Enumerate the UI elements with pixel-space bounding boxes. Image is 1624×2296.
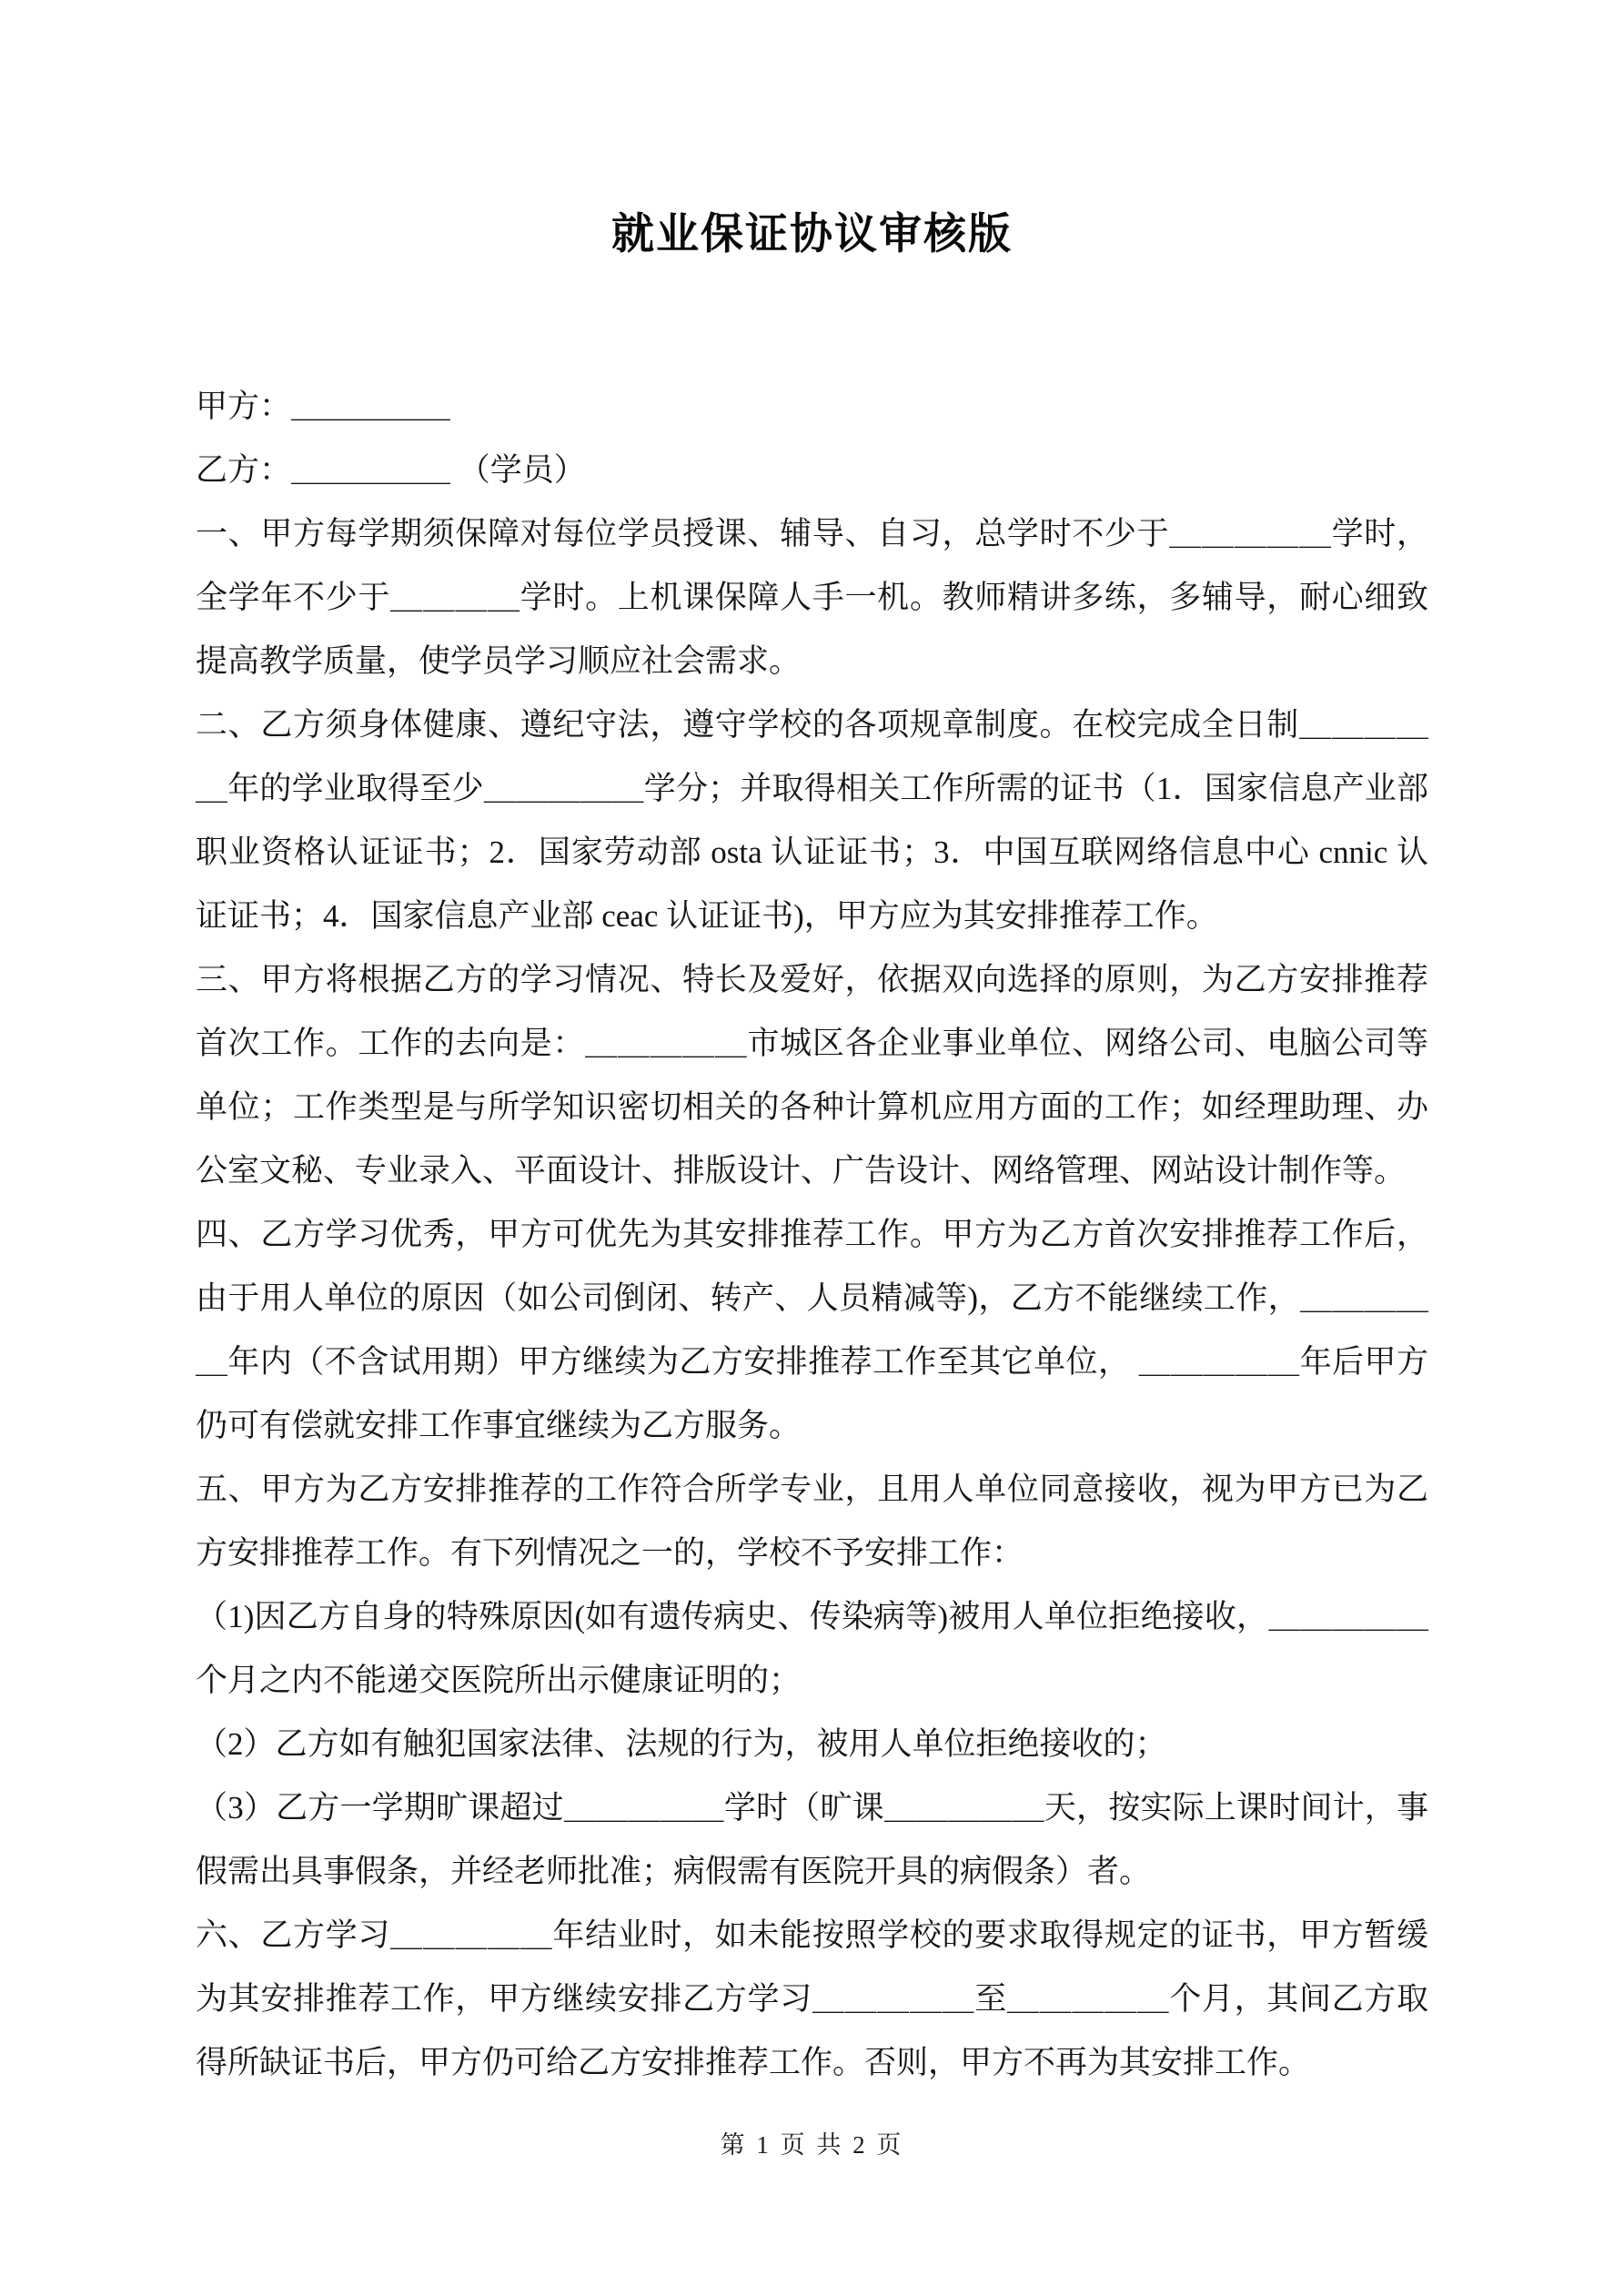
- clause-6: 六、乙方学习＿＿＿＿＿年结业时，如未能按照学校的要求取得规定的证书，甲方暂缓为其安排推荐工作，甲方继续安排乙方学习＿＿＿＿＿至＿＿＿＿＿个月，其间乙方取得所缺证书后，甲方仍可给乙方安排推荐工作。否则，甲方不再为其安排工作。: [196, 1917, 1428, 2080]
- clause-5-item-3: （3）乙方一学期旷课超过＿＿＿＿＿学时（旷课＿＿＿＿＿天，按实际上课时间计，事假需出具事假条，并经老师批准；病假需有医院开具的病假条）者。: [196, 1790, 1428, 1889]
- clause-5-item-1: （1)因乙方自身的特殊原因(如有遗传病史、传染病等)被用人单位拒绝接收，＿＿＿＿＿个月之内不能递交医院所出示健康证明的；: [196, 1599, 1428, 1698]
- clause-3: 三、甲方将根据乙方的学习情况、特长及爱好，依据双向选择的原则，为乙方安排推荐首次工作。工作的去向是：＿＿＿＿＿市城区各企业事业单位、网络公司、电脑公司等单位；工作类型是与所学知识密切相关的各种计算机应用方面的工作；如经理助理、办公室文秘、专业录入、平面设计、排版设计、广告设计、网络管理、网站设计制作等。: [196, 962, 1428, 1188]
- party-line-yifang: 乙方：＿＿＿＿＿ （学员）: [196, 452, 586, 488]
- clause-4: 四、乙方学习优秀，甲方可优先为其安排推荐工作。甲方为乙方首次安排推荐工作后，由于用人单位的原因（如公司倒闭、转产、人员精减等)，乙方不能继续工作，＿＿＿＿＿年内（不含试用期）甲方继续为乙方安排推荐工作至其它单位， ＿＿＿＿＿年后甲方仍可有偿就安排工作事宜继续为乙方服务。: [196, 1217, 1428, 1443]
- clause-2: 二、乙方须身体健康、遵纪守法，遵守学校的各项规章制度。在校完成全日制＿＿＿＿＿年的学业取得至少＿＿＿＿＿学分；并取得相关工作所需的证书（1．国家信息产业部职业资格认证证书；2．国家劳动部 osta 认证证书；3．中国互联网络信息中心 cnnic 认证证书；4．国家信息产业部 ceac 认证证书)，甲方应为其安排推荐工作。: [196, 707, 1428, 934]
- clause-1: 一、甲方每学期须保障对每位学员授课、辅导、自习，总学时不少于＿＿＿＿＿学时，全学年不少于＿＿＿＿学时。上机课保障人手一机。教师精讲多练，多辅导，耐心细致提高教学质量，使学员学习顺应社会需求。: [196, 516, 1428, 679]
- clause-5-item-2: （2）乙方如有触犯国家法律、法规的行为，被用人单位拒绝接收的；: [196, 1726, 1167, 1762]
- document-body: [196, 375, 1428, 2095]
- document-title: 就业保证协议审核版: [611, 211, 1013, 258]
- clause-5: 五、甲方为乙方安排推荐的工作符合所学专业，且用人单位同意接收，视为甲方已为乙方安排推荐工作。有下列情况之一的，学校不予安排工作：: [196, 1472, 1428, 1571]
- page-number-footer: 第 1 页 共 2 页: [720, 2131, 904, 2159]
- party-line-jiafang: 甲方：＿＿＿＿＿: [196, 389, 451, 424]
